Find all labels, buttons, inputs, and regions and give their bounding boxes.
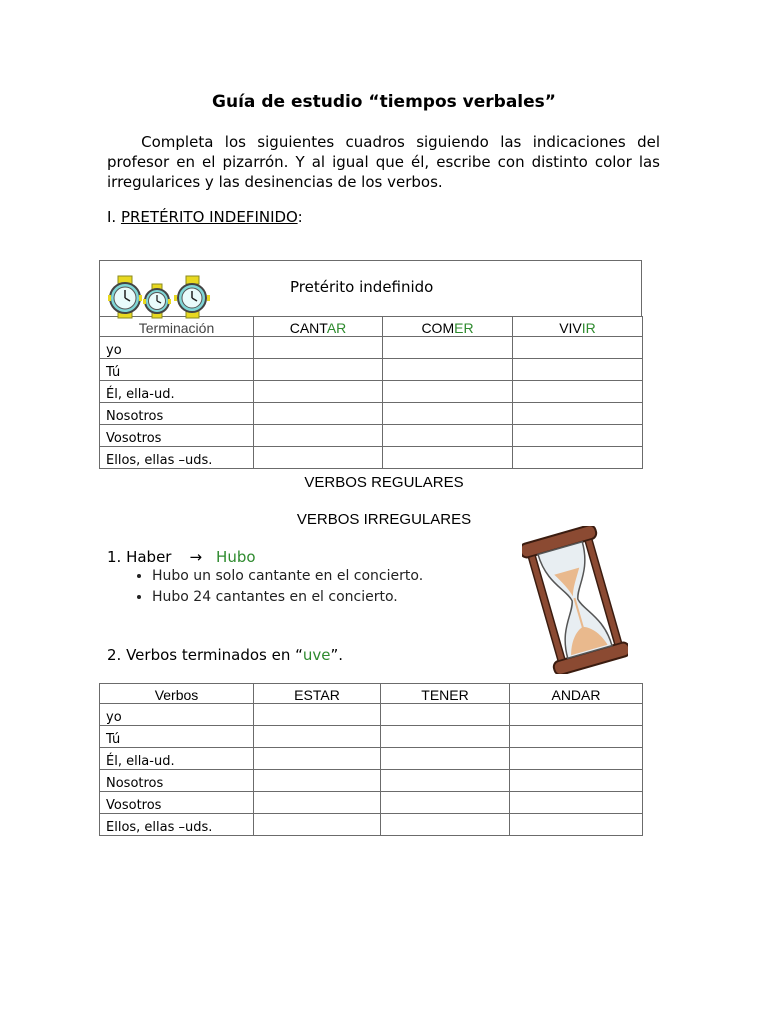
answer-cell[interactable]	[383, 447, 513, 469]
answer-cell[interactable]	[383, 403, 513, 425]
caption-verbos-irregulares: VERBOS IRREGULARES	[296, 511, 472, 528]
table-row	[100, 359, 643, 381]
table-row	[100, 726, 643, 748]
list-item: • Hubo un solo cantante en el concierto.	[152, 566, 423, 587]
table-row	[100, 704, 643, 726]
section-2-highlight: uve	[302, 646, 331, 664]
section-1-heading	[107, 208, 303, 226]
section-2-prefix: 2. Verbos terminados en “	[107, 646, 303, 664]
intro-text: Completa los siguientes cuadros siguiendo las indicaciones del profesor en el pizarrón. Y al igual que él, escribe con distinto color las irregularices y las desinencias de los verbos.	[107, 133, 660, 191]
verbos-uve-table	[99, 683, 643, 836]
table-row	[100, 447, 643, 469]
clock-1	[108, 276, 142, 318]
answer-cell[interactable]	[254, 447, 383, 469]
table-header-row	[100, 684, 643, 704]
answer-cell[interactable]	[513, 337, 643, 359]
section-1-colon: :	[297, 208, 303, 226]
clock-2	[143, 284, 171, 318]
answer-cell[interactable]	[381, 726, 510, 748]
answer-cell[interactable]	[254, 748, 381, 770]
row-pronoun: Nosotros	[100, 770, 254, 792]
verb-ending: ER	[454, 320, 474, 336]
arrow-icon: →	[189, 548, 203, 566]
haber-examples	[130, 566, 423, 608]
header-verbos: Verbos	[100, 684, 254, 704]
answer-cell[interactable]	[254, 381, 383, 403]
table-row	[100, 403, 643, 425]
section-2-suffix: ”.	[330, 646, 344, 664]
row-pronoun: Vosotros	[100, 792, 254, 814]
answer-cell[interactable]	[513, 403, 643, 425]
answer-cell[interactable]	[513, 359, 643, 381]
answer-cell[interactable]	[510, 748, 643, 770]
answer-cell[interactable]	[510, 792, 643, 814]
row-pronoun: Él, ella-ud.	[100, 381, 254, 403]
answer-cell[interactable]	[254, 814, 381, 836]
table-row	[100, 770, 643, 792]
header-verb-1	[254, 317, 383, 337]
row-pronoun: yo	[100, 704, 254, 726]
page-title: Guía de estudio “tiempos verbales”	[212, 92, 556, 112]
table-row	[100, 814, 643, 836]
clock-3	[174, 276, 210, 318]
answer-cell[interactable]	[381, 704, 510, 726]
answer-cell[interactable]	[510, 726, 643, 748]
answer-cell[interactable]	[254, 770, 381, 792]
answer-cell[interactable]	[510, 814, 643, 836]
haber-label: 1. Haber	[107, 548, 172, 566]
answer-cell[interactable]	[381, 770, 510, 792]
answer-cell[interactable]	[510, 770, 643, 792]
answer-cell[interactable]	[383, 381, 513, 403]
row-pronoun: Vosotros	[100, 425, 254, 447]
intro-paragraph	[107, 132, 660, 192]
list-item: • Hubo 24 cantantes en el concierto.	[152, 587, 423, 608]
header-terminacion: Terminación	[100, 317, 254, 337]
haber-result: Hubo	[216, 548, 256, 566]
answer-cell[interactable]	[254, 359, 383, 381]
table-row	[100, 425, 643, 447]
header-estar: ESTAR	[254, 684, 381, 704]
section-2-heading	[107, 646, 343, 664]
row-pronoun: yo	[100, 337, 254, 359]
answer-cell[interactable]	[254, 792, 381, 814]
answer-cell[interactable]	[254, 337, 383, 359]
row-pronoun: Tú	[100, 726, 254, 748]
table-row	[100, 381, 643, 403]
clocks-icon	[107, 272, 219, 324]
answer-cell[interactable]	[383, 337, 513, 359]
verb-ending: IR	[581, 320, 596, 336]
row-pronoun: Ellos, ellas –uds.	[100, 447, 254, 469]
answer-cell[interactable]	[513, 425, 643, 447]
answer-cell[interactable]	[510, 704, 643, 726]
answer-cell[interactable]	[254, 403, 383, 425]
table-row	[100, 748, 643, 770]
verb-stem: CANT	[289, 320, 327, 336]
header-andar: ANDAR	[510, 684, 643, 704]
answer-cell[interactable]	[254, 425, 383, 447]
section-1-title: PRETÉRITO INDEFINIDO	[120, 208, 298, 226]
verb-stem: VIV	[559, 320, 582, 336]
row-pronoun: Ellos, ellas –uds.	[100, 814, 254, 836]
answer-cell[interactable]	[383, 425, 513, 447]
verb-ending: AR	[326, 320, 347, 336]
verb-stem: COM	[421, 320, 455, 336]
row-pronoun: Nosotros	[100, 403, 254, 425]
answer-cell[interactable]	[513, 447, 643, 469]
answer-cell[interactable]	[254, 704, 381, 726]
preterito-table	[99, 316, 643, 469]
table-1-title: Pretérito indefinido	[290, 278, 434, 296]
header-verb-2	[383, 317, 513, 337]
section-1-number: I.	[107, 208, 121, 226]
answer-cell[interactable]	[383, 359, 513, 381]
haber-line	[107, 548, 256, 566]
header-verb-3	[513, 317, 643, 337]
answer-cell[interactable]	[254, 726, 381, 748]
table-row	[100, 337, 643, 359]
caption-verbos-regulares: VERBOS REGULARES	[304, 474, 464, 491]
answer-cell[interactable]	[381, 792, 510, 814]
header-tener: TENER	[381, 684, 510, 704]
table-row	[100, 792, 643, 814]
hourglass-icon	[522, 526, 628, 674]
row-pronoun: Tú	[100, 359, 254, 381]
answer-cell[interactable]	[381, 814, 510, 836]
row-pronoun: Él, ella-ud.	[100, 748, 254, 770]
answer-cell[interactable]	[513, 381, 643, 403]
answer-cell[interactable]	[381, 748, 510, 770]
